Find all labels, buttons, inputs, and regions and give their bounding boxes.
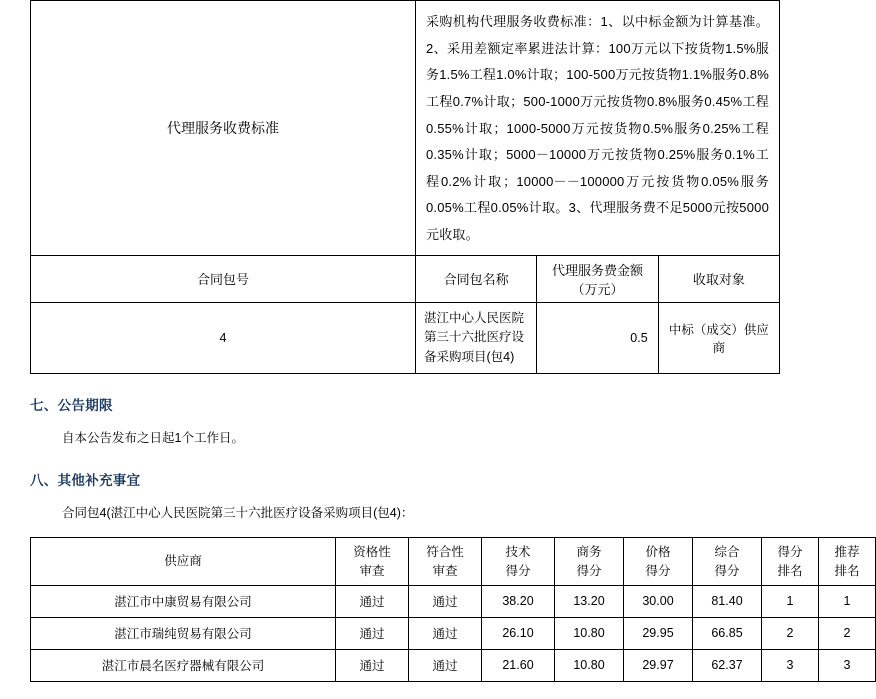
header-supplier — [31, 538, 336, 585]
table-row — [31, 302, 780, 373]
cell-total-score: 62.37 — [693, 649, 762, 681]
cell-recommend-rank: 3 — [819, 649, 876, 681]
score-table-wrapper — [30, 537, 860, 681]
cell-price-score: 29.95 — [624, 617, 693, 649]
section-seven-text: 自本公告发布之日起1个工作日。 — [62, 430, 244, 445]
header-qualification-line2: 审查 — [359, 563, 385, 578]
cell-supplier: 湛江市瑞纯贸易有限公司 — [31, 617, 336, 649]
cell-package-name: 湛江中心人民医院第三十六批医疗设备采购项目(包4) — [416, 302, 537, 373]
cell-fee-amount: 0.5 — [537, 302, 658, 373]
table-header-row — [31, 538, 876, 585]
header-tech-line2: 得分 — [505, 563, 531, 578]
table-row — [31, 1, 780, 256]
header-package-name: 合同包名称 — [416, 255, 537, 302]
fee-standard-label: 代理服务收费标准 — [31, 1, 416, 256]
cell-score-rank: 2 — [762, 617, 819, 649]
header-total-score — [693, 538, 762, 585]
header-score-rank — [762, 538, 819, 585]
header-qualification — [336, 538, 409, 585]
table-header-row — [31, 255, 780, 302]
section-eight-text: 合同包4(湛江中心人民医院第三十六批医疗设备采购项目(包4)： — [62, 506, 414, 521]
header-price-line1: 价格 — [645, 545, 671, 560]
header-business-line2: 得分 — [576, 563, 602, 578]
header-supplier-line1: 供应商 — [164, 554, 202, 569]
header-business-score — [555, 538, 624, 585]
cell-payer: 中标（成交）供应商 — [658, 302, 779, 373]
cell-supplier: 湛江市中康贸易有限公司 — [31, 585, 336, 617]
cell-tech-score: 38.20 — [482, 585, 555, 617]
header-conformity-line2: 审查 — [432, 563, 458, 578]
header-conformity-line1: 符合性 — [426, 545, 464, 560]
header-recommend-rank — [819, 538, 876, 585]
cell-supplier: 湛江市晨名医疗器械有限公司 — [31, 649, 336, 681]
section-eight-title: 八、其他补充事宜 — [30, 473, 141, 489]
cell-qualification: 通过 — [336, 617, 409, 649]
header-recommend-rank-line2: 排名 — [834, 563, 860, 578]
header-tech-score — [482, 538, 555, 585]
table-row — [31, 585, 876, 617]
header-price-line2: 得分 — [645, 563, 671, 578]
header-conformity — [409, 538, 482, 585]
cell-package-no: 4 — [31, 302, 416, 373]
header-score-rank-line2: 排名 — [777, 563, 803, 578]
header-business-line1: 商务 — [576, 545, 602, 560]
header-score-rank-line1: 得分 — [777, 545, 803, 560]
fee-standard-body: 采购机构代理服务收费标准：1、以中标金额为计算基准。2、采用差额定率累进法计算：100万元以下按货物1.5%服务1.5%工程1.0%计取；100-500万元按货物1.1%服务0.8%工程0.7%计取；500-1000万元按货物0.8%服务0.45%工程0.55%计取；1000-5000万元按货物0.5%服务0.25%工程0.35%计取；5000－10000万元按货物0.25%服务0.1%工程0.2%计取；10000－－100000万元按货物0.05%服务0.05%工程0.05%计取。3、代理服务费不足5000元按5000元收取。 — [416, 1, 780, 256]
cell-total-score: 66.85 — [693, 617, 762, 649]
table-row — [31, 617, 876, 649]
section-seven-title: 七、公告期限 — [30, 397, 113, 413]
header-package-no: 合同包号 — [31, 255, 416, 302]
evaluation-score-table — [30, 537, 876, 681]
cell-business-score: 10.80 — [555, 617, 624, 649]
cell-business-score: 10.80 — [555, 649, 624, 681]
cell-price-score: 29.97 — [624, 649, 693, 681]
header-fee-amount: 代理服务费金额（万元） — [537, 255, 658, 302]
header-recommend-rank-line1: 推荐 — [834, 545, 860, 560]
cell-total-score: 81.40 — [693, 585, 762, 617]
cell-tech-score: 21.60 — [482, 649, 555, 681]
cell-price-score: 30.00 — [624, 585, 693, 617]
cell-conformity: 通过 — [409, 617, 482, 649]
cell-tech-score: 26.10 — [482, 617, 555, 649]
cell-qualification: 通过 — [336, 649, 409, 681]
header-price-score — [624, 538, 693, 585]
cell-score-rank: 3 — [762, 649, 819, 681]
header-payer: 收取对象 — [658, 255, 779, 302]
header-total-line1: 综合 — [714, 545, 740, 560]
cell-recommend-rank: 1 — [819, 585, 876, 617]
agency-fee-table — [30, 0, 780, 374]
cell-score-rank: 1 — [762, 585, 819, 617]
header-total-line2: 得分 — [714, 563, 740, 578]
cell-qualification: 通过 — [336, 585, 409, 617]
header-tech-line1: 技术 — [505, 545, 531, 560]
table-row — [31, 649, 876, 681]
cell-conformity: 通过 — [409, 585, 482, 617]
cell-recommend-rank: 2 — [819, 617, 876, 649]
cell-conformity: 通过 — [409, 649, 482, 681]
cell-business-score: 13.20 — [555, 585, 624, 617]
header-qualification-line1: 资格性 — [353, 545, 391, 560]
